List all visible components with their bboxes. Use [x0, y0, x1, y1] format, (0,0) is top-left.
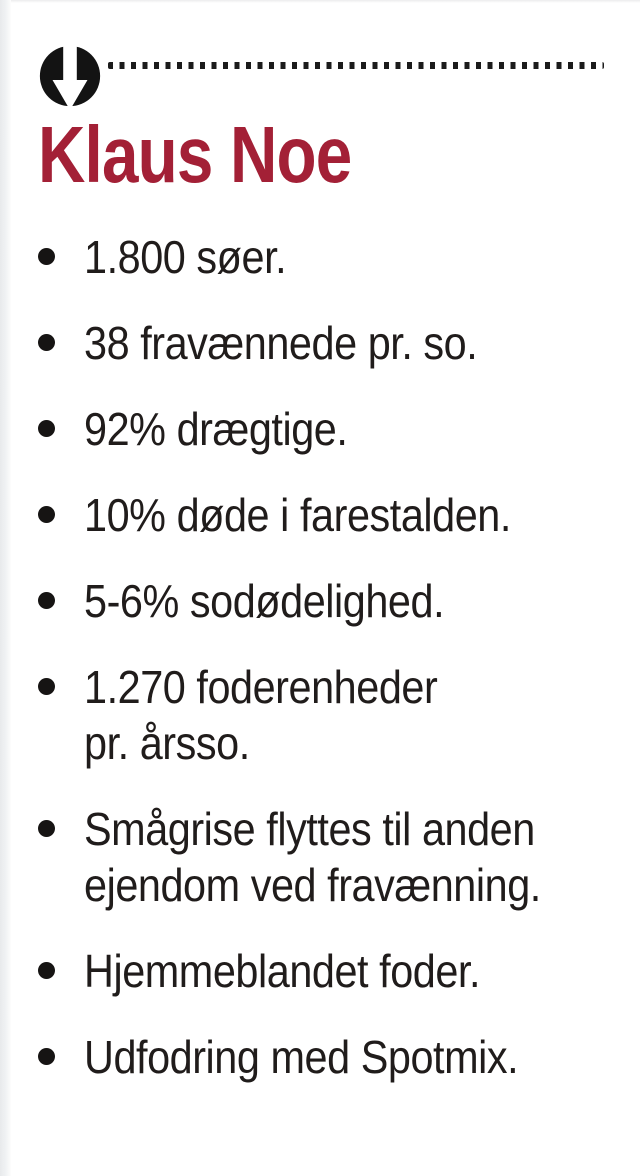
list-item	[38, 315, 606, 371]
list-item	[38, 943, 606, 999]
list-item	[38, 659, 606, 771]
page-left-edge-shadow	[0, 0, 11, 1176]
fact-text	[84, 659, 437, 771]
fact-text	[84, 315, 477, 371]
fact-text	[84, 943, 480, 999]
fact-line: 10% døde i farestalden.	[84, 489, 511, 541]
fact-list	[38, 229, 606, 1085]
list-item	[38, 401, 606, 457]
fact-text	[84, 573, 444, 629]
fact-line: 1.270 foderenheder	[84, 661, 438, 713]
fact-line: 38 fravænnede pr. so.	[84, 317, 478, 369]
arrow-down-circle-icon	[38, 44, 606, 112]
bullet-dot-icon	[38, 1048, 55, 1065]
fact-line: ejendom ved fravænning.	[84, 859, 541, 911]
bullet-dot-icon	[38, 506, 55, 523]
list-item	[38, 801, 606, 913]
fact-line: 1.800 søer.	[84, 231, 287, 283]
fact-line: Smågrise flyttes til anden	[84, 803, 535, 855]
fact-line: Hjemmeblandet foder.	[84, 945, 481, 997]
fact-line: pr. årsso.	[84, 717, 250, 769]
bullet-dot-icon	[38, 820, 55, 837]
bullet-dot-icon	[38, 420, 55, 437]
factbox-title	[38, 110, 606, 199]
dotted-divider-line	[108, 62, 604, 69]
fact-text	[84, 1029, 518, 1085]
fact-text	[84, 487, 511, 543]
bullet-dot-icon	[38, 678, 55, 695]
factbox-header-rule	[38, 44, 606, 112]
list-item	[38, 573, 606, 629]
fact-line: 92% drægtige.	[84, 403, 348, 455]
bullet-dot-icon	[38, 962, 55, 979]
factbox-panel	[38, 0, 606, 1115]
factbox-title-text: Klaus Noe	[38, 110, 352, 199]
list-item	[38, 487, 606, 543]
fact-text	[84, 801, 541, 913]
list-item	[38, 1029, 606, 1085]
fact-line: Udfodring med Spotmix.	[84, 1031, 519, 1083]
fact-text	[84, 401, 347, 457]
fact-text	[84, 229, 286, 285]
list-item	[38, 229, 606, 285]
bullet-dot-icon	[38, 334, 55, 351]
bullet-dot-icon	[38, 248, 55, 265]
fact-line: 5-6% sodødelighed.	[84, 575, 445, 627]
bullet-dot-icon	[38, 592, 55, 609]
